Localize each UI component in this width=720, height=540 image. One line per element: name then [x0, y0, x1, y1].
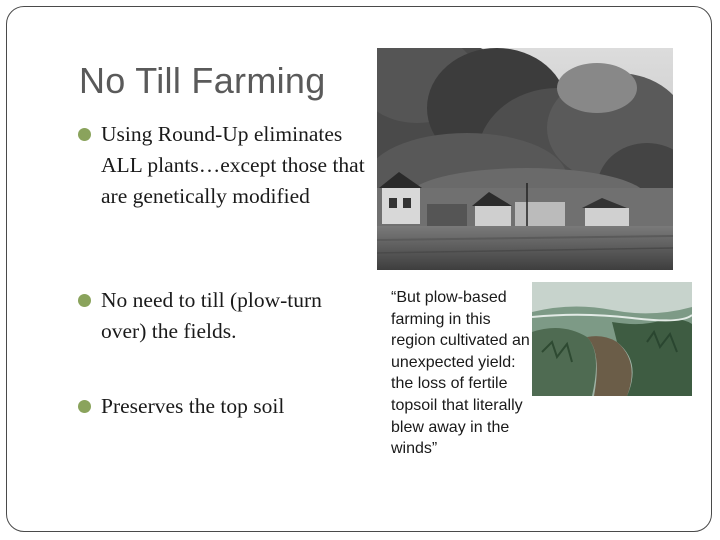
dust-storm-photo	[377, 48, 673, 270]
bullet-text: No need to till (plow-turn over) the fields.	[101, 288, 322, 343]
bullet-dot-icon	[78, 400, 91, 413]
bullet-item	[78, 391, 368, 422]
photo-caption: “But plow-based farming in this region cultivated an unexpected yield: the loss of fertile topsoil that literally blew away in the winds”	[391, 289, 530, 458]
bullet-dot-icon	[78, 294, 91, 307]
bullet-text: Preserves the top soil	[101, 394, 285, 418]
slide-title: No Till Farming	[79, 60, 326, 101]
bullet-item	[78, 119, 368, 212]
bullet-dot-icon	[78, 128, 91, 141]
bullet-item	[78, 285, 368, 347]
bullet-text: Using Round-Up eliminates ALL plants…except those that are genetically modified	[101, 122, 365, 208]
eroded-soil-photo	[532, 282, 692, 396]
